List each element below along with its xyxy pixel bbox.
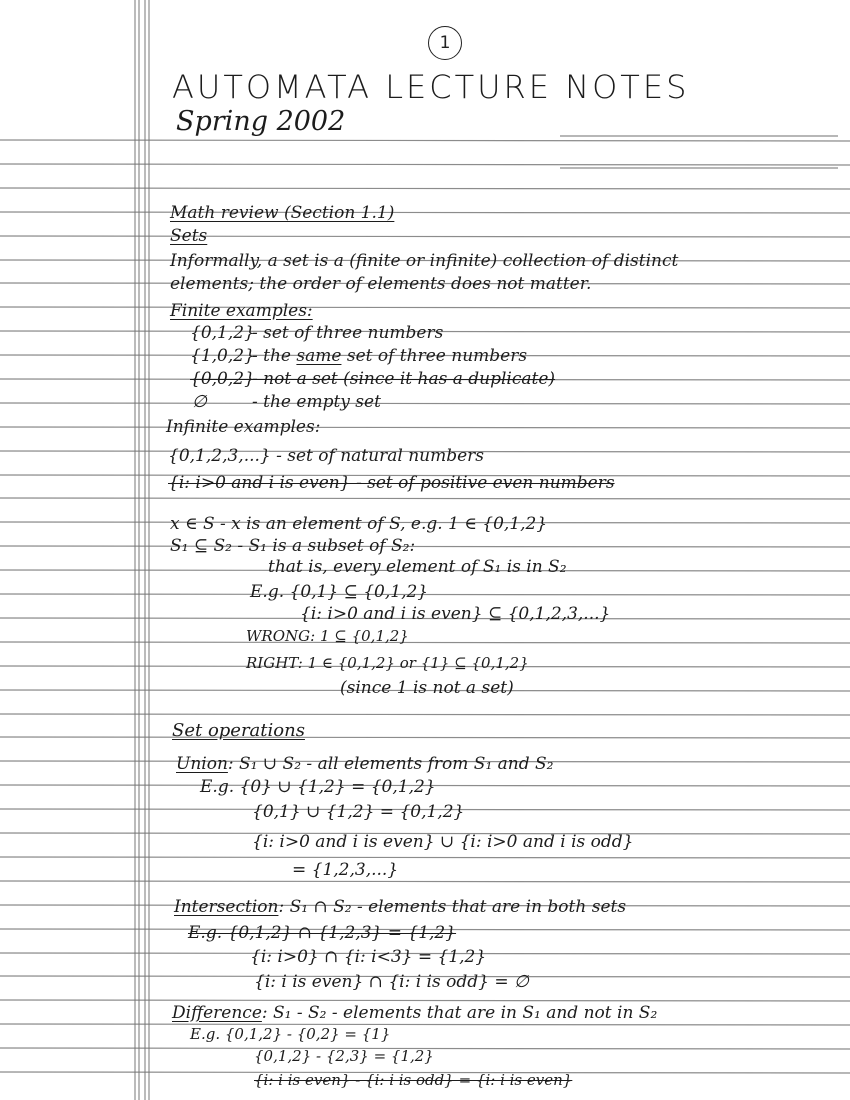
- intersection-example-1: E.g. {0,1,2} ∩ {1,2,3} = {1,2}: [188, 923, 457, 943]
- difference-definition: : S₁ - S₂ - elements that are in S₁ and not in S₂: [261, 1003, 658, 1023]
- ruled-line: [0, 737, 850, 738]
- page-subtitle: Spring 2002: [176, 106, 346, 137]
- page-title: AUTOMATA LECTURE NOTES: [172, 68, 690, 106]
- finite-example-2-set: {1,0,2}: [190, 346, 255, 366]
- union-example-2: {0,1} ∪ {1,2} = {0,1,2}: [252, 802, 465, 822]
- difference-label: Difference: [172, 1003, 262, 1023]
- ruled-line: [0, 164, 850, 165]
- wrong-example: WRONG: 1 ⊆ {0,1,2}: [246, 627, 409, 645]
- finite-example-1-desc: - set of three numbers: [252, 323, 444, 343]
- ruled-line: [0, 212, 850, 213]
- infinite-example-2: {i: i>0 and i is even} - set of positive even numbers: [168, 473, 615, 493]
- union-line: [176, 754, 554, 774]
- union-example-3: {i: i>0 and i is even} ∪ {i: i>0 and i is odd}: [252, 832, 634, 852]
- intersection-line: [174, 897, 626, 917]
- ruled-line: [0, 236, 850, 237]
- ruled-line: [0, 714, 850, 715]
- union-example-1: E.g. {0} ∪ {1,2} = {0,1,2}: [200, 777, 436, 797]
- finite-examples-heading: Finite examples:: [170, 301, 313, 321]
- subset-definition: S₁ ⊆ S₂ - S₁ is a subset of S₂:: [170, 536, 416, 556]
- subset-example-2: {i: i>0 and i is even} ⊆ {0,1,2,3,...}: [300, 604, 611, 624]
- ruled-line: [0, 498, 850, 499]
- intersection-example-2: {i: i>0} ∩ {i: i<3} = {1,2}: [250, 947, 487, 967]
- sets-heading: Sets: [170, 226, 208, 246]
- difference-example-2: {0,1,2} - {2,3} = {1,2}: [254, 1047, 434, 1065]
- since-note: (since 1 is not a set): [340, 678, 514, 698]
- ruled-line: [0, 403, 850, 404]
- ruled-line: [0, 140, 850, 141]
- infinite-example-1: {0,1,2,3,...} - set of natural numbers: [168, 446, 485, 466]
- right-example: RIGHT: 1 ∈ {0,1,2} or {1} ⊆ {0,1,2}: [246, 654, 529, 672]
- intersection-example-3: {i: i is even} ∩ {i: i is odd} = ∅: [254, 972, 529, 992]
- union-example-3-result: = {1,2,3,...}: [292, 860, 399, 880]
- ruled-line: [0, 642, 850, 643]
- finite-example-3-set: {0,0,2}: [190, 369, 255, 389]
- finite-example-2-desc-b: set of three numbers: [346, 346, 528, 366]
- ruled-line: [0, 307, 850, 308]
- finite-example-2-desc: [252, 346, 527, 366]
- page-number: 1: [428, 26, 462, 60]
- informal-definition-line-1: Informally, a set is a (finite or infinite) collection of distinct: [170, 251, 679, 271]
- element-definition: x ∈ S - x is an element of S, e.g. 1 ∈ {0,1,2}: [170, 514, 548, 534]
- intersection-definition: : S₁ ∩ S₂ - elements that are in both sets: [278, 897, 627, 917]
- ruled-line: [0, 881, 850, 882]
- set-operations-heading: Set operations: [172, 720, 305, 741]
- subset-example-1: E.g. {0,1} ⊆ {0,1,2}: [250, 582, 429, 602]
- difference-example-3: {i: i is even} - {i: i is odd} = {i: i is even}: [254, 1071, 573, 1089]
- finite-example-4-desc: - the empty set: [252, 392, 381, 412]
- intersection-label: Intersection: [174, 897, 279, 917]
- ruled-line: [0, 857, 850, 858]
- ruled-line: [0, 427, 850, 428]
- ruled-line: [0, 1024, 850, 1025]
- informal-definition-line-2: elements; the order of elements does not matter.: [170, 274, 592, 294]
- finite-example-2-same: same: [296, 346, 342, 366]
- section-header: Math review (Section 1.1): [170, 203, 395, 223]
- union-label: Union: [176, 754, 228, 774]
- difference-example-1: E.g. {0,1,2} - {0,2} = {1}: [190, 1025, 391, 1043]
- infinite-examples-heading: Infinite examples:: [166, 417, 321, 437]
- finite-example-1-set: {0,1,2}: [190, 323, 255, 343]
- ruled-line: [0, 546, 850, 547]
- ruled-line: [0, 188, 850, 189]
- union-definition: : S₁ ∪ S₂ - all elements from S₁ and S₂: [227, 754, 554, 774]
- finite-example-4-set: ∅: [192, 392, 207, 412]
- finite-example-2-desc-a: - the: [252, 346, 291, 366]
- subset-that-is: that is, every element of S₁ is in S₂: [268, 557, 567, 577]
- difference-line: [172, 1003, 657, 1023]
- ruled-line: [0, 1000, 850, 1001]
- finite-example-3-desc: - not a set (since it has a duplicate): [252, 369, 556, 389]
